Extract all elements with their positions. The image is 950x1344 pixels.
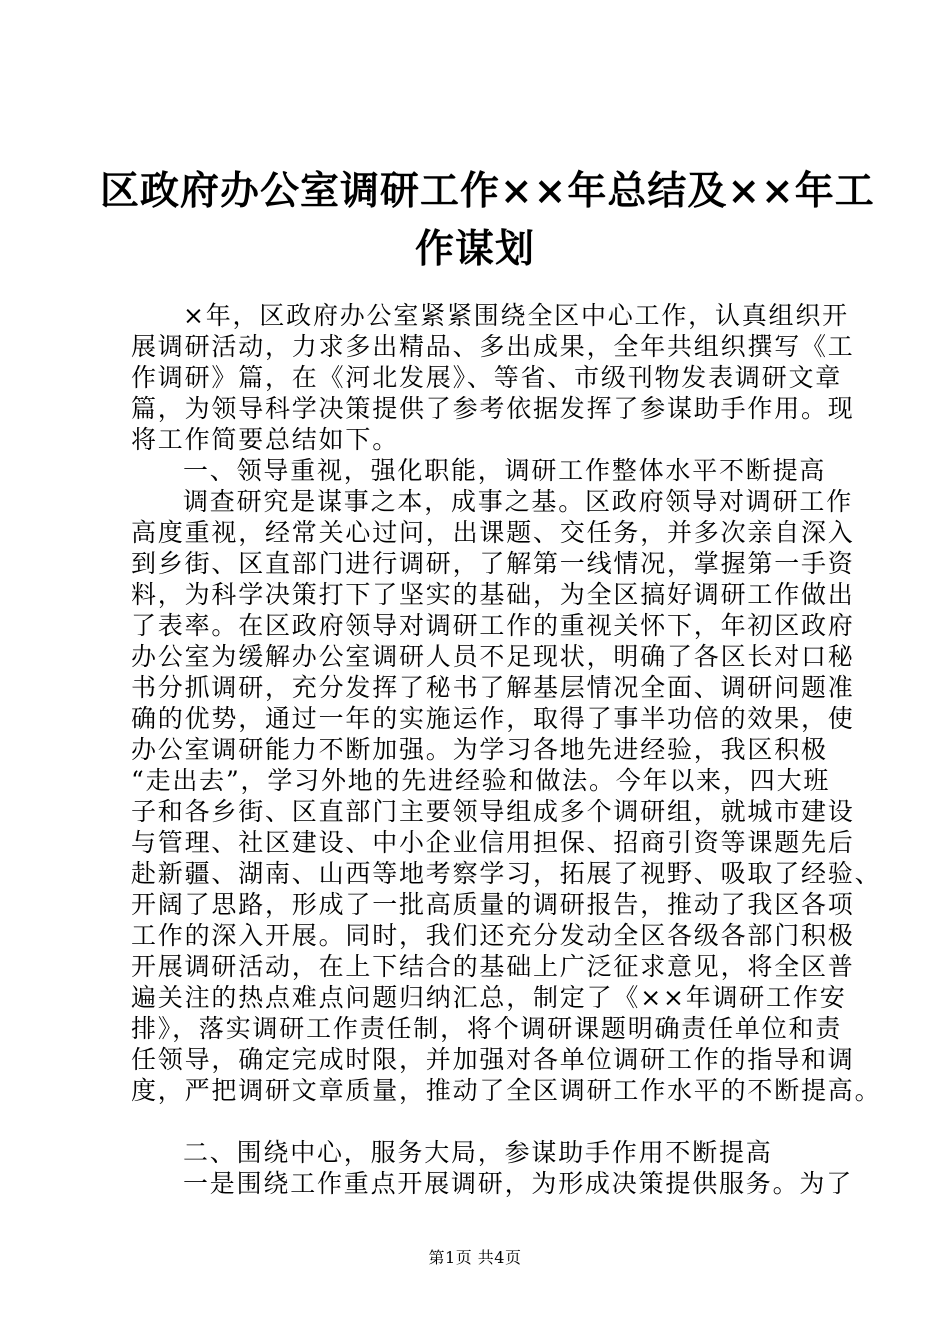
paragraph-line: ×年，区政府办公室紧紧围绕全区中心工作，认真组织开 <box>183 301 849 330</box>
paragraph-line: 任领导，确定完成时限，并加强对各单位调研工作的指导和调 <box>131 1045 855 1074</box>
blank-line <box>131 1106 831 1137</box>
paragraph-line: 料，为科学决策打下了坚实的基础，为全区搞好调研工作做出 <box>131 580 855 609</box>
paragraph-line: 到乡街、区直部门进行调研，了解第一线情况，掌握第一手资 <box>131 549 855 578</box>
paragraph-line: 度，严把调研文章质量，推动了全区调研工作水平的不断提高。 <box>131 1076 882 1105</box>
paragraph-line: 赴新疆、湖南、山西等地考察学习，拓展了视野、吸取了经验、 <box>131 859 882 888</box>
paragraph-line: “走出去”，学习外地的先进经验和做法。今年以来，四大班 <box>131 766 831 795</box>
paragraph-line: 工作的深入开展。同时，我们还充分发动全区各级各部门积极 <box>131 921 855 950</box>
section-heading-1: 一、领导重视，强化职能，调研工作整体水平不断提高 <box>183 456 827 485</box>
paragraph-line: 子和各乡街、区直部门主要领导组成多个调研组，就城市建设 <box>131 797 855 826</box>
document-body <box>131 300 882 1199</box>
paragraph-line: 将工作简要总结如下。 <box>131 425 400 454</box>
paragraph-line: 确的优势，通过一年的实施运作，取得了事半功倍的效果，使 <box>131 704 855 733</box>
section-heading-2: 二、围绕中心，服务大局，参谋助手作用不断提高 <box>183 1138 773 1167</box>
paragraph-line: 与管理、社区建设、中小企业信用担保、招商引资等课题先后 <box>131 828 855 857</box>
paragraph-line: 调查研究是谋事之本，成事之基。区政府领导对调研工作 <box>183 487 854 516</box>
paragraph-line: 办公室为缓解办公室调研人员不足现状，明确了各区长对口秘 <box>131 642 855 671</box>
paragraph-line: 作调研》篇，在《河北发展》、等省、市级刊物发表调研文章 <box>131 363 843 392</box>
paragraph-line: 篇，为领导科学决策提供了参考依据发挥了参谋助手作用。现 <box>131 394 855 423</box>
paragraph-line: 高度重视，经常关心过问，出课题、交任务，并多次亲自深入 <box>131 518 855 547</box>
paragraph-line: 书分抓调研，充分发挥了秘书了解基层情况全面、调研问题准 <box>131 673 855 702</box>
page-number-footer: 第1页 共4页 <box>428 1248 522 1267</box>
paragraph-line: 办公室调研能力不断加强。为学习各地先进经验，我区积极 <box>131 735 828 764</box>
paragraph-line: 开展调研活动，在上下结合的基础上广泛征求意见，将全区普 <box>131 952 855 981</box>
paragraph-line: 一是围绕工作重点开展调研，为形成决策提供服务。为了 <box>183 1169 854 1198</box>
document-title-line-1: 区政府办公室调研工作××年总结及××年工 <box>100 168 875 214</box>
paragraph-line: 开阔了思路，形成了一批高质量的调研报告，推动了我区各项 <box>131 890 855 919</box>
paragraph-line: 了表率。在区政府领导对调研工作的重视关怀下，年初区政府 <box>131 611 855 640</box>
document-title-line-2: 作谋划 <box>414 226 535 272</box>
paragraph-line: 遍关注的热点难点问题归纳汇总，制定了《××年调研工作安 <box>131 983 847 1012</box>
paragraph-line: 排》，落实调研工作责任制，将个调研课题明确责任单位和责 <box>131 1014 843 1043</box>
paragraph-line: 展调研活动，力求多出精品、多出成果，全年共组织撰写《工 <box>131 332 855 361</box>
